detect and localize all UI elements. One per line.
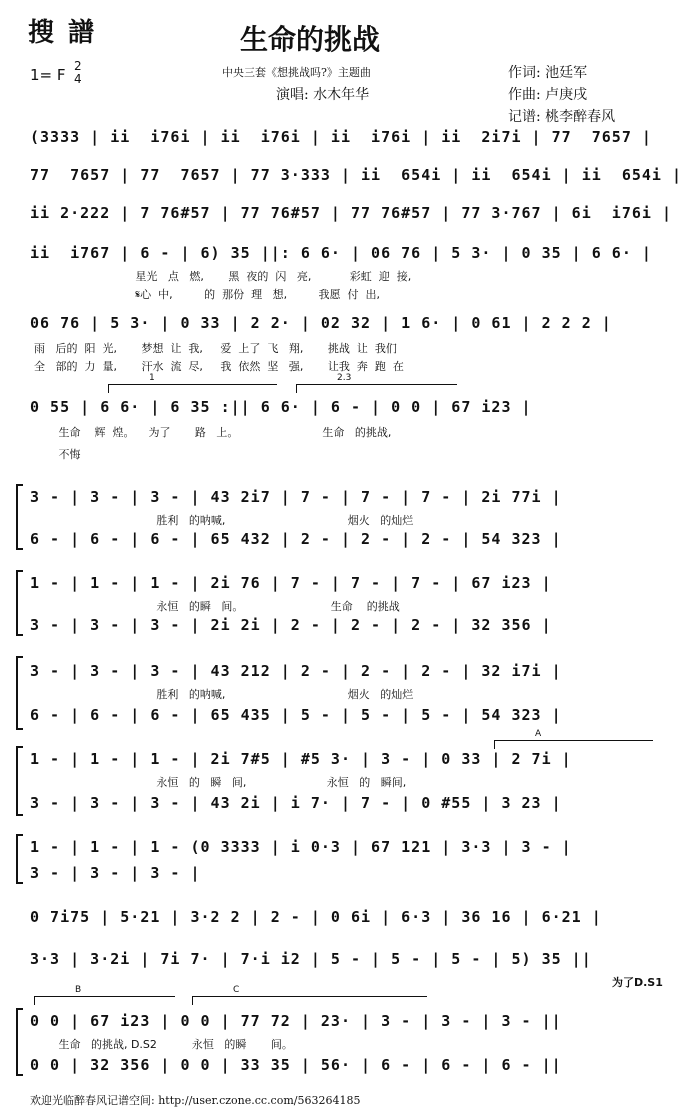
- staff-line-11b: 3 - | 3 - | 3 - |: [30, 864, 201, 882]
- volta-c-label: C: [233, 985, 240, 995]
- staff-line-14b: 0 0 | 32 356 | 0 0 | 33 35 | 56· | 6 - | 6 - | 6 - ||: [30, 1056, 562, 1074]
- staff-line-9a: 3 - | 3 - | 3 - | 43 212 | 2 - | 2 - | 2 - | 32 i7i |: [30, 662, 562, 680]
- singer: 演唱: 水木年华: [276, 87, 370, 103]
- staff-line-2: 77 7657 | 77 7657 | 77 3·333 | ii 654i | ii 654i | ii 654i |: [30, 166, 682, 184]
- volta-2-label: 2.3: [337, 373, 352, 383]
- staff-line-8a: 1 - | 1 - | 1 - | 2i 76 | 7 - | 7 - | 7 - | 67 i23 |: [30, 574, 552, 592]
- lyric-4b: 𝄋心 中, 的 那份 理 想, 我愿 付 出,: [34, 288, 381, 301]
- footer-text: 欢迎光临醉春风记谱空间: http://user.czone.cc.com/563264185: [30, 1094, 361, 1107]
- volta-1-label: 1: [149, 373, 155, 383]
- lyric-9: 胜利 的呐喊, 烟火 的灿烂: [34, 688, 414, 701]
- staff-line-3: ii 2·222 | 7 76#57 | 77 76#57 | 77 76#57 | 77 3·767 | 6i i76i |: [30, 204, 672, 222]
- volta-c: [192, 985, 427, 1005]
- system-bracket-7: [16, 484, 23, 550]
- lyricist: 作词: 池廷军: [508, 65, 588, 81]
- lyric-5a: 雨 后的 阳 光, 梦想 让 我, 爱 上了 飞 翔, 挑战 让 我们: [34, 342, 397, 355]
- ds-note: 为了D.S1: [612, 976, 663, 989]
- staff-line-13: 3·3 | 3·2i | 7i 7· | 7·i i2 | 5 - | 5 - | 5 - | 5) 35 ||: [30, 950, 592, 968]
- system-bracket-14: [16, 1008, 23, 1076]
- staff-line-1: (3333 | ii i76i | ii i76i | ii i76i | ii 2i7i | 77 7657 |: [30, 128, 652, 146]
- lyric-10: 永恒 的 瞬 间, 永恒 的 瞬间,: [34, 776, 407, 789]
- lyric-7: 胜利 的呐喊, 烟火 的灿烂: [34, 514, 414, 527]
- volta-2: [296, 373, 457, 393]
- staff-line-14a: 0 0 | 67 i23 | 0 0 | 77 72 | 23· | 3 - | 3 - | 3 - ||: [30, 1012, 562, 1030]
- staff-line-6: 0 55 | 6 6· | 6 35 :|| 6 6· | 6 - | 0 0 | 67 i23 |: [30, 398, 532, 416]
- staff-line-7b: 6 - | 6 - | 6 - | 65 432 | 2 - | 2 - | 2 - | 54 323 |: [30, 530, 562, 548]
- time-signature: [74, 60, 82, 86]
- system-bracket-8: [16, 570, 23, 636]
- staff-line-10b: 3 - | 3 - | 3 - | 43 2i | i 7· | 7 - | 0 #55 | 3 23 |: [30, 794, 562, 812]
- lyric-8: 永恒 的瞬 间。 生命 的挑战: [34, 600, 400, 613]
- system-bracket-11: [16, 834, 23, 884]
- staff-line-5: 06 76 | 5 3· | 0 33 | 2 2· | 02 32 | 1 6· | 0 61 | 2 2 2 |: [30, 314, 612, 332]
- volta-b: [34, 985, 175, 1005]
- logo-text: 搜譜: [28, 18, 109, 48]
- staff-line-4: ii i767 | 6 - | 6) 35 ||: 6 6· | 06 76 | 5 3· | 0 35 | 6 6· |: [30, 244, 652, 262]
- staff-line-8b: 3 - | 3 - | 3 - | 2i 2i | 2 - | 2 - | 2 - | 32 356 |: [30, 616, 552, 634]
- lyric-4a: 星光 点 燃, 黑 夜的 闪 亮, 彩虹 迎 接,: [34, 270, 412, 283]
- volta-a: [494, 729, 653, 749]
- subtitle: 中央三套《想挑战吗?》主题曲: [222, 66, 371, 79]
- lyric-6b: 不悔: [34, 448, 81, 461]
- volta-1: [108, 373, 277, 393]
- lyric-14: 生命 的挑战, D.S2 永恒 的瞬 间。: [34, 1038, 293, 1051]
- system-bracket-9: [16, 656, 23, 730]
- time-bottom: 4: [74, 72, 82, 86]
- staff-line-9b: 6 - | 6 - | 6 - | 65 435 | 5 - | 5 - | 5 - | 54 323 |: [30, 706, 562, 724]
- staff-line-7a: 3 - | 3 - | 3 - | 43 2i7 | 7 - | 7 - | 7 - | 2i 77i |: [30, 488, 562, 506]
- lyric-6a: 生命 辉 煌。 为了 路 上。 生命 的挑战,: [34, 426, 392, 439]
- transcriber: 记谱: 桃李醉春风: [508, 109, 616, 125]
- system-bracket-10: [16, 746, 23, 816]
- lyric-5b: 全 部的 力 量, 汗水 流 尽, 我 依然 坚 强, 让我 奔 跑 在: [34, 360, 404, 373]
- staff-line-10a: 1 - | 1 - | 1 - | 2i 7#5 | #5 3· | 3 - | 0 33 | 2 7i |: [30, 750, 572, 768]
- page-title: 生命的挑战: [240, 23, 381, 56]
- staff-line-12: 0 7i75 | 5·21 | 3·2 2 | 2 - | 0 6i | 6·3 | 36 16 | 6·21 |: [30, 908, 602, 926]
- volta-a-label: A: [535, 729, 542, 739]
- logo: [28, 12, 108, 49]
- time-top: 2: [74, 59, 82, 73]
- key-signature: 1= F: [30, 66, 66, 84]
- composer: 作曲: 卢庚戌: [508, 87, 588, 103]
- staff-line-11a: 1 - | 1 - | 1 - (0 3333 | i 0·3 | 67 121 | 3·3 | 3 - |: [30, 838, 572, 856]
- volta-b-label: B: [75, 985, 82, 995]
